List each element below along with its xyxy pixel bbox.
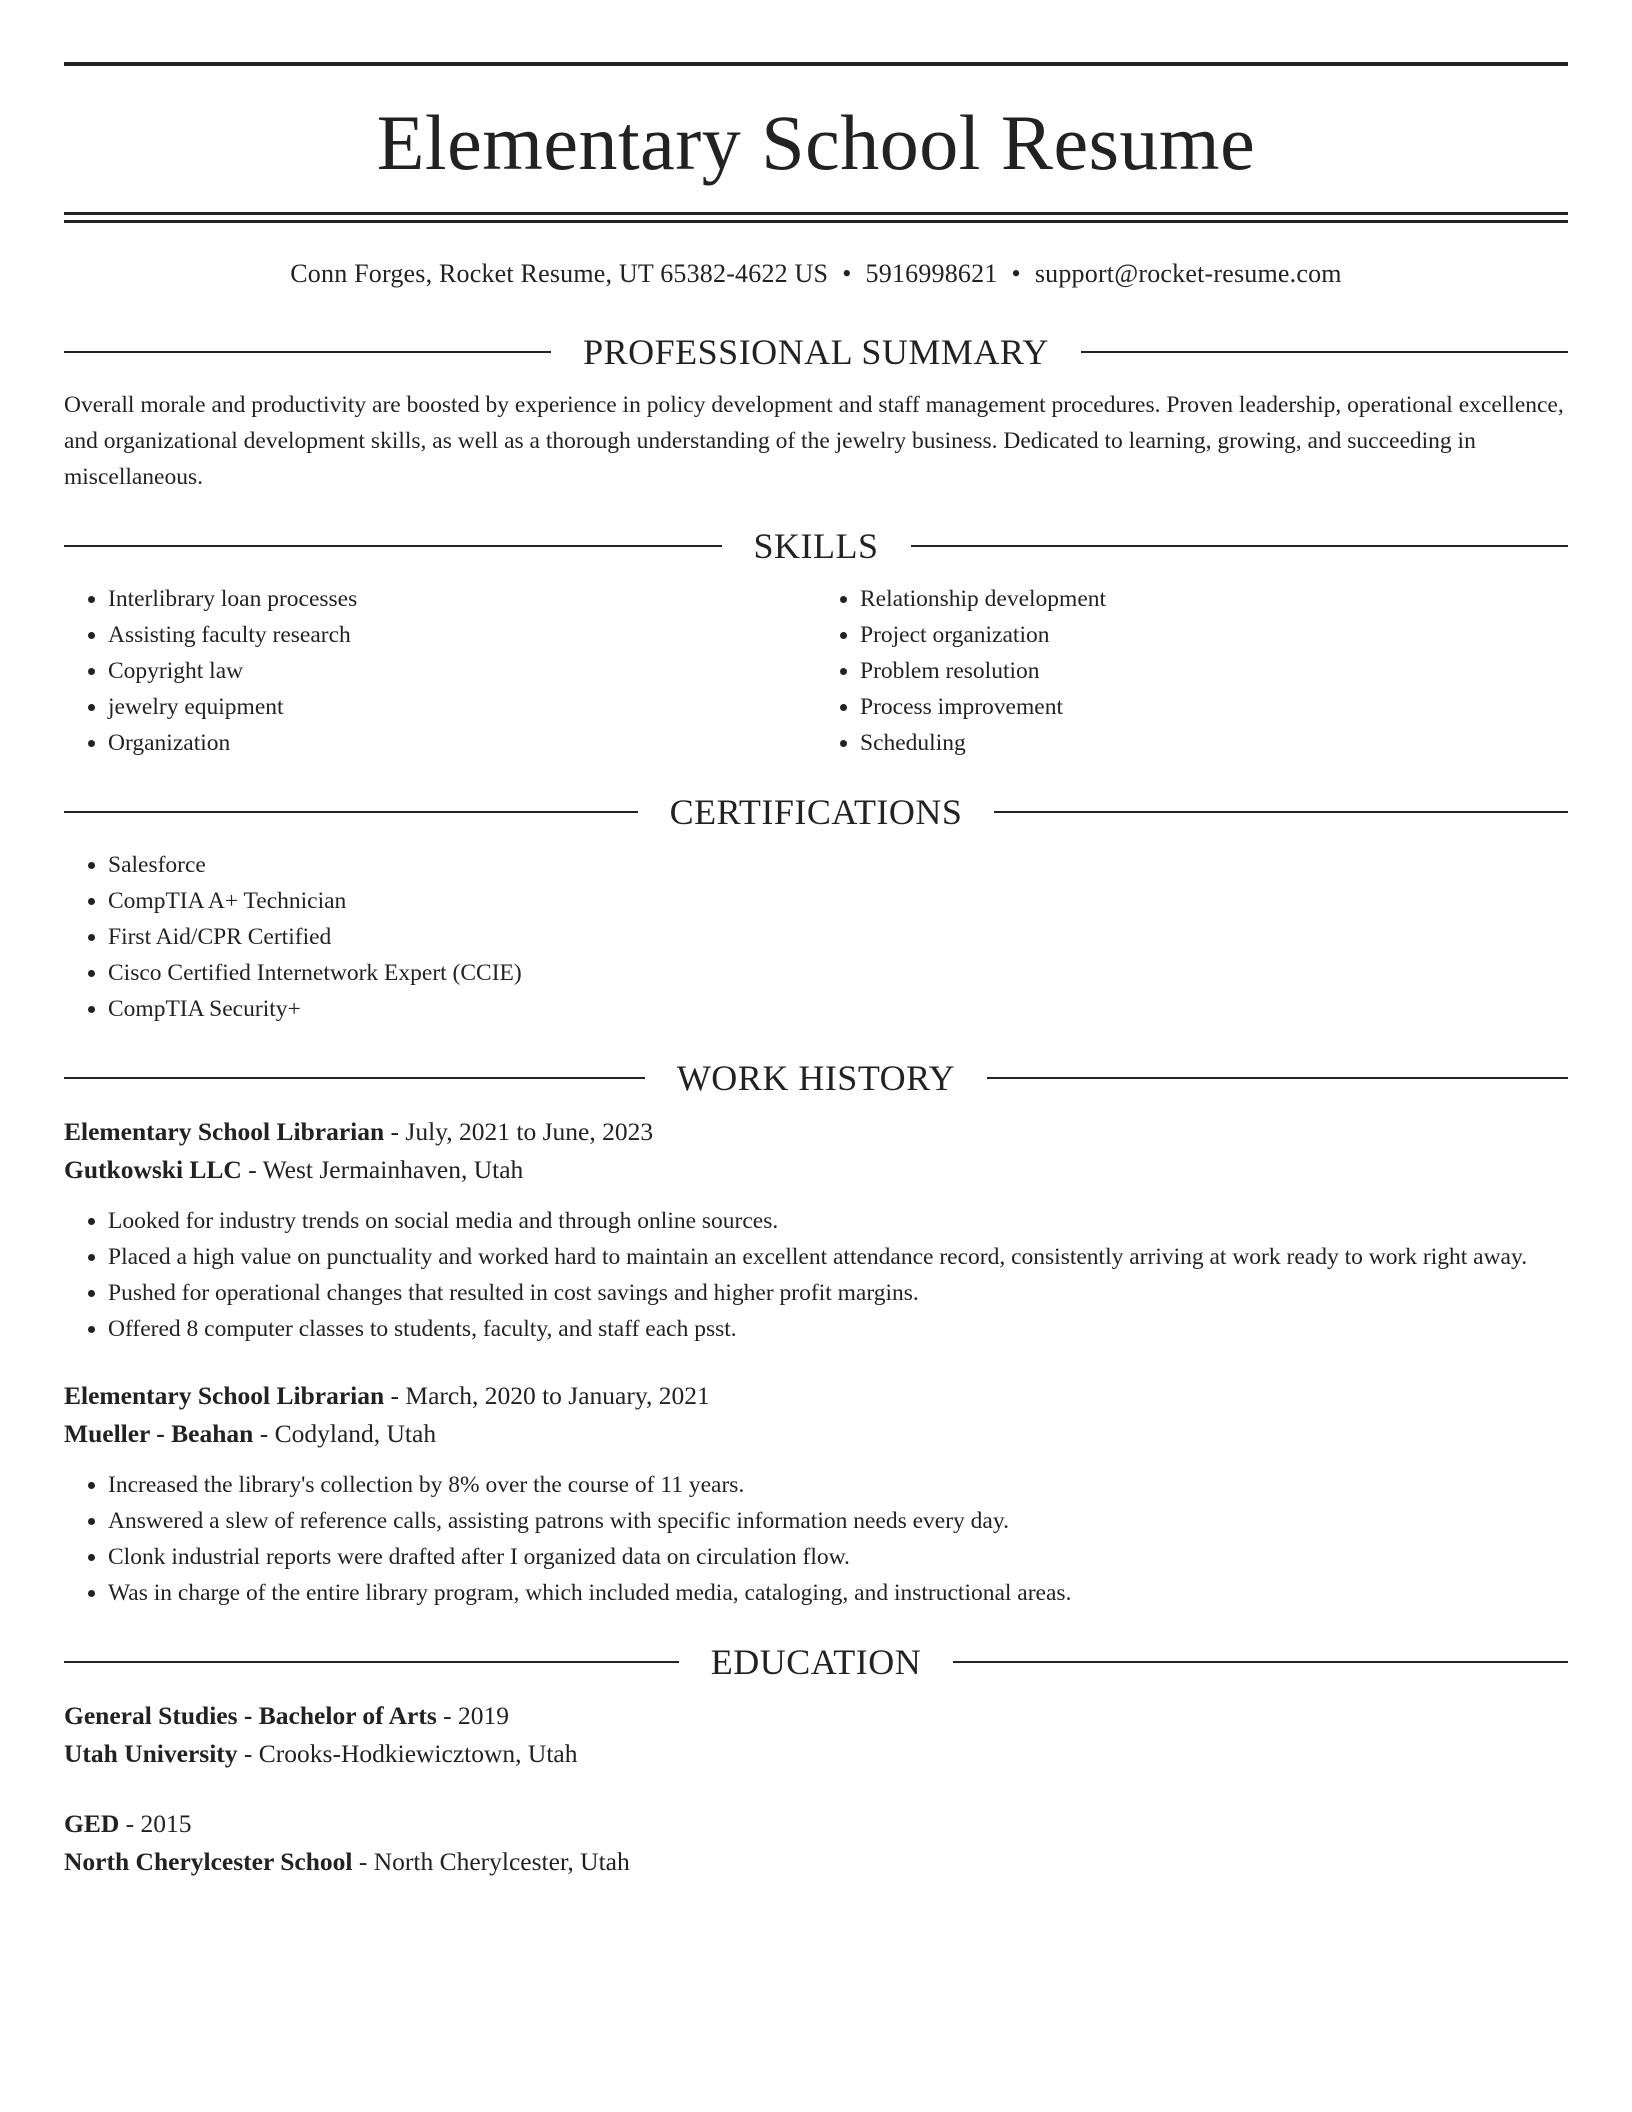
education-degree: GED xyxy=(64,1809,120,1838)
top-rule xyxy=(64,62,1568,66)
job-bullets xyxy=(64,1467,1568,1611)
skill-item: • Interlibrary loan processes xyxy=(108,581,816,617)
section-header-work xyxy=(64,1057,1568,1099)
section-rule xyxy=(1081,351,1568,353)
contact-email: support@rocket-resume.com xyxy=(1034,259,1342,288)
education-year: - 2015 xyxy=(119,1809,192,1838)
skill-item: • Process improvement xyxy=(860,689,1568,725)
education-school: Utah University xyxy=(64,1739,238,1768)
job-title: Elementary School Librarian xyxy=(64,1381,385,1410)
job-entry xyxy=(64,1377,1568,1611)
job-bullet: • Pushed for operational changes that resulted in cost savings and higher profit margins. xyxy=(108,1275,1568,1311)
skill-item: • Project organization xyxy=(860,617,1568,653)
education-location: - North Cherylcester, Utah xyxy=(352,1847,630,1876)
certification-item: • First Aid/CPR Certified xyxy=(108,919,1568,955)
section-rule xyxy=(64,1661,679,1663)
job-bullets xyxy=(64,1203,1568,1347)
section-title: SKILLS xyxy=(753,526,879,566)
section-rule xyxy=(64,351,551,353)
section-rule xyxy=(987,1077,1568,1079)
skill-item: • Problem resolution xyxy=(860,653,1568,689)
section-rule xyxy=(953,1661,1568,1663)
job-company-line xyxy=(64,1151,1568,1189)
education-degree: General Studies - Bachelor of Arts xyxy=(64,1701,437,1730)
certification-item: • CompTIA Security+ xyxy=(108,991,1568,1027)
section-header-education xyxy=(64,1641,1568,1683)
job-dates: - July, 2021 to June, 2023 xyxy=(384,1117,654,1146)
education-school-line xyxy=(64,1735,1568,1773)
job-bullet: • Clonk industrial reports were drafted after I organized data on circulation flow. xyxy=(108,1539,1568,1575)
job-bullet: • Answered a slew of reference calls, assisting patrons with specific information needs every day. xyxy=(108,1503,1568,1539)
skill-item: • Copyright law xyxy=(108,653,816,689)
section-title: CERTIFICATIONS xyxy=(669,792,963,832)
resume-title: Elementary School Resume xyxy=(376,99,1256,186)
section-rule xyxy=(64,1077,645,1079)
skill-item: • Assisting faculty research xyxy=(108,617,816,653)
contact-phone: 5916998621 xyxy=(865,259,998,288)
education-year: - 2019 xyxy=(436,1701,510,1730)
section-title: EDUCATION xyxy=(710,1642,922,1682)
skill-item: • Organization xyxy=(108,725,816,761)
job-bullet: • Looked for industry trends on social media and through online sources. xyxy=(108,1203,1568,1239)
section-rule xyxy=(994,811,1568,813)
certification-item: • Cisco Certified Internetwork Expert (CCIE) xyxy=(108,955,1568,991)
job-company: Gutkowski LLC xyxy=(64,1155,242,1184)
job-bullet: • Offered 8 computer classes to students, faculty, and staff each psst. xyxy=(108,1311,1568,1347)
skill-item: • jewelry equipment xyxy=(108,689,816,725)
certification-item: • Salesforce xyxy=(108,847,1568,883)
section-rule xyxy=(911,545,1569,547)
job-location: - Codyland, Utah xyxy=(253,1419,437,1448)
section-title: WORK HISTORY xyxy=(676,1058,956,1098)
job-location: - West Jermainhaven, Utah xyxy=(241,1155,524,1184)
job-entry xyxy=(64,1113,1568,1347)
job-company-line xyxy=(64,1415,1568,1453)
job-title-line xyxy=(64,1377,1568,1415)
skills-list xyxy=(64,581,1568,761)
job-bullet: • Was in charge of the entire library program, which included media, cataloging, and instructional areas. xyxy=(108,1575,1568,1611)
certification-item: • CompTIA A+ Technician xyxy=(108,883,1568,919)
section-rule xyxy=(64,811,638,813)
contact-separator: • xyxy=(1011,259,1021,288)
certifications-list xyxy=(64,847,1568,1027)
contact-line xyxy=(64,259,1568,289)
education-school-line xyxy=(64,1843,1568,1881)
education-location: - Crooks-Hodkiewicztown, Utah xyxy=(237,1739,578,1768)
job-bullet: • Increased the library's collection by 8% over the course of 11 years. xyxy=(108,1467,1568,1503)
education-entry xyxy=(64,1697,1568,1773)
contact-address: Conn Forges, Rocket Resume, UT 65382-4622 US xyxy=(290,259,829,288)
section-header-summary xyxy=(64,331,1568,373)
section-title: PROFESSIONAL SUMMARY xyxy=(583,332,1049,372)
skills-column-left xyxy=(64,581,816,761)
education-school: North Cherylcester School xyxy=(64,1847,353,1876)
section-header-certifications xyxy=(64,791,1568,833)
education-degree-line xyxy=(64,1697,1568,1735)
skill-item: • Scheduling xyxy=(860,725,1568,761)
section-rule xyxy=(64,545,722,547)
job-company: Mueller - Beahan xyxy=(64,1419,254,1448)
title-double-rule xyxy=(64,212,1568,223)
job-title-line xyxy=(64,1113,1568,1151)
job-bullet: • Placed a high value on punctuality and worked hard to maintain an excellent attendance record, consistently arriving at work ready to work right away. xyxy=(108,1239,1568,1275)
skill-item: • Relationship development xyxy=(860,581,1568,617)
summary-text: Overall morale and productivity are boosted by experience in policy development and staff management procedures. Proven leadership, operational excellence, and organizational development skills, as well as a thorough understanding of the jewelry business. Dedicated to learning, growing, and succeeding in miscellaneous. xyxy=(64,392,1564,490)
section-header-skills xyxy=(64,525,1568,567)
skills-column-right xyxy=(816,581,1568,761)
education-degree-line xyxy=(64,1805,1568,1843)
job-title: Elementary School Librarian xyxy=(64,1117,385,1146)
contact-separator: • xyxy=(842,259,852,288)
job-dates: - March, 2020 to January, 2021 xyxy=(384,1381,710,1410)
education-entry xyxy=(64,1805,1568,1881)
